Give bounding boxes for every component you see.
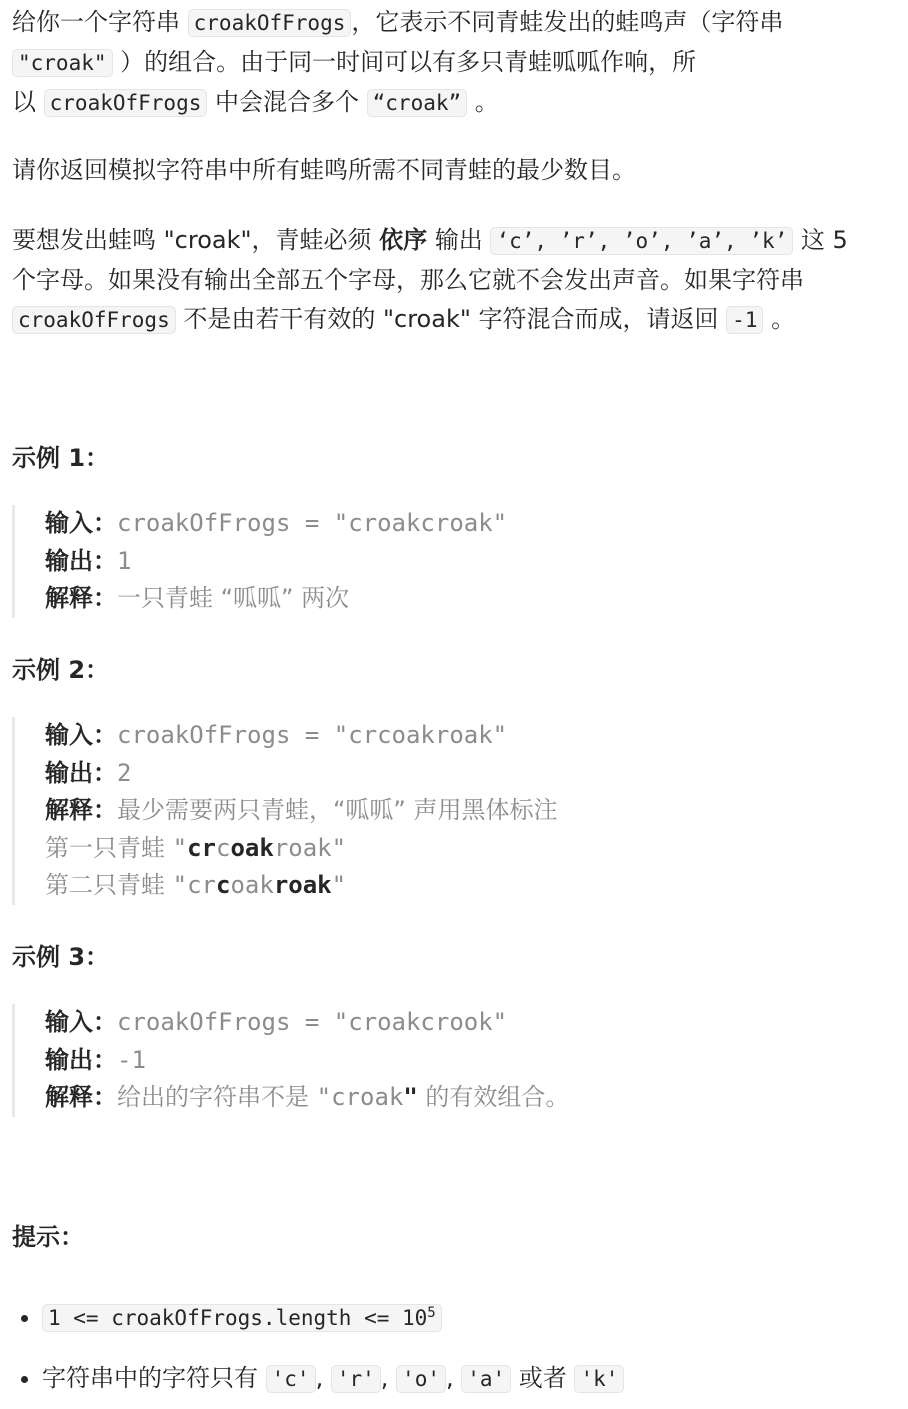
input-value: croakOfFrogs = "croakcroak" bbox=[117, 509, 508, 537]
input-value: croakOfFrogs = "crcoakroak" bbox=[117, 721, 508, 749]
hint-code-text: 1 <= croakOfFrogs.length <= 10 bbox=[48, 1306, 428, 1330]
hint-text: 或者 bbox=[518, 1364, 567, 1392]
inline-code: "croak" bbox=[12, 49, 113, 77]
example-1-title: 示例 1： bbox=[12, 444, 110, 472]
explain-label: 解释： bbox=[45, 584, 117, 612]
rule-paragraph bbox=[12, 221, 896, 340]
rule-text: 要想发出蛙鸣 "croak"，青蛙必须 bbox=[12, 226, 372, 254]
example-2-block bbox=[12, 717, 892, 905]
hint-code bbox=[42, 1304, 442, 1332]
frog-2-line bbox=[45, 867, 892, 905]
inline-code: -1 bbox=[726, 306, 763, 334]
frog-1-string: "crcoakroak" bbox=[172, 833, 347, 862]
output-value: 2 bbox=[117, 758, 132, 787]
rule-text: 个字母。如果没有输出全部五个字母，那么它就不会发出声音。如果字符串 bbox=[12, 266, 804, 294]
bold-text: 依序 bbox=[379, 226, 428, 254]
hints-title: 提示： bbox=[12, 1223, 84, 1251]
example-3-title: 示例 3： bbox=[12, 943, 110, 971]
inline-code: croakOfFrogs bbox=[44, 89, 208, 117]
intro-text: ）的组合。由于同一时间可以有多只青蛙呱呱作响，所 bbox=[120, 48, 697, 76]
output-label: 输出： bbox=[45, 546, 117, 575]
frog-1-line bbox=[45, 830, 892, 868]
explain-code-bold: " bbox=[403, 1083, 418, 1111]
hint-code: 'c' bbox=[266, 1365, 316, 1393]
input-label: 输入： bbox=[45, 1008, 117, 1036]
output-label: 输出： bbox=[45, 1045, 117, 1074]
explain-text: 的有效组合。 bbox=[417, 1083, 570, 1111]
example-3-block bbox=[12, 1004, 892, 1117]
example-2-title: 示例 2： bbox=[12, 656, 110, 684]
inline-code: croakOfFrogs bbox=[12, 306, 176, 334]
hint-item bbox=[42, 1287, 902, 1348]
hint-code: 'o' bbox=[396, 1365, 446, 1393]
intro-text: 给你一个字符串 bbox=[12, 8, 180, 36]
input-label: 输入： bbox=[45, 721, 117, 749]
hint-code: 'k' bbox=[574, 1365, 624, 1393]
rule-text: 输出 bbox=[434, 226, 483, 254]
rule-text: 不是由若干有效的 "croak" 字符混合而成，请返回 bbox=[183, 305, 719, 333]
intro-text: ，它表示不同青蛙发出的蛙鸣声（字符串 bbox=[351, 8, 784, 36]
explain-label: 解释： bbox=[45, 796, 117, 824]
frog-label: 第二只青蛙 bbox=[45, 871, 173, 899]
rule-text: 。 bbox=[771, 305, 796, 333]
input-value: croakOfFrogs = "croakcrook" bbox=[117, 1008, 508, 1036]
intro-paragraph bbox=[12, 3, 896, 123]
rule-text: 这 5 bbox=[800, 226, 848, 254]
hint-code: 'a' bbox=[461, 1365, 511, 1393]
intro-text: 中会混合多个 bbox=[215, 88, 359, 116]
explain-text: 给出的字符串不是 bbox=[117, 1083, 317, 1111]
inline-code: croakOfFrogs bbox=[188, 9, 352, 37]
example-1-block bbox=[12, 505, 892, 618]
hint-code: 'r' bbox=[331, 1365, 381, 1393]
hint-item: • 字符串中的字符只有 'c' , 'r' , 'o' , 'a' 或者 'k' bbox=[42, 1348, 902, 1409]
inline-code: “croak” bbox=[367, 89, 468, 117]
hint-sup: 5 bbox=[427, 1305, 436, 1321]
explain-code: "croak bbox=[316, 1083, 404, 1111]
explain-label: 解释： bbox=[45, 1083, 117, 1111]
frog-2-string: "crcoakroak" bbox=[172, 871, 347, 899]
explain-text: 最少需要两只青蛙，“呱呱” 声用黑体标注 bbox=[117, 796, 558, 824]
explain-text: 一只青蛙 “呱呱” 两次 bbox=[117, 584, 350, 612]
goal-paragraph: 请你返回模拟字符串中所有蛙鸣所需不同青蛙的最少数目。 bbox=[12, 156, 636, 184]
inline-code: ‘c’, ’r’, ’o’, ’a’, ’k’ bbox=[490, 227, 793, 255]
frog-label: 第一只青蛙 bbox=[45, 833, 173, 862]
output-value: 1 bbox=[117, 546, 132, 575]
output-value: -1 bbox=[117, 1045, 146, 1074]
hints-list bbox=[12, 1287, 902, 1409]
input-label: 输入： bbox=[45, 509, 117, 537]
output-label: 输出： bbox=[45, 758, 117, 787]
hint-text: 字符串中的字符只有 bbox=[42, 1364, 258, 1392]
intro-text: 以 bbox=[12, 88, 36, 116]
intro-text: 。 bbox=[474, 88, 499, 116]
